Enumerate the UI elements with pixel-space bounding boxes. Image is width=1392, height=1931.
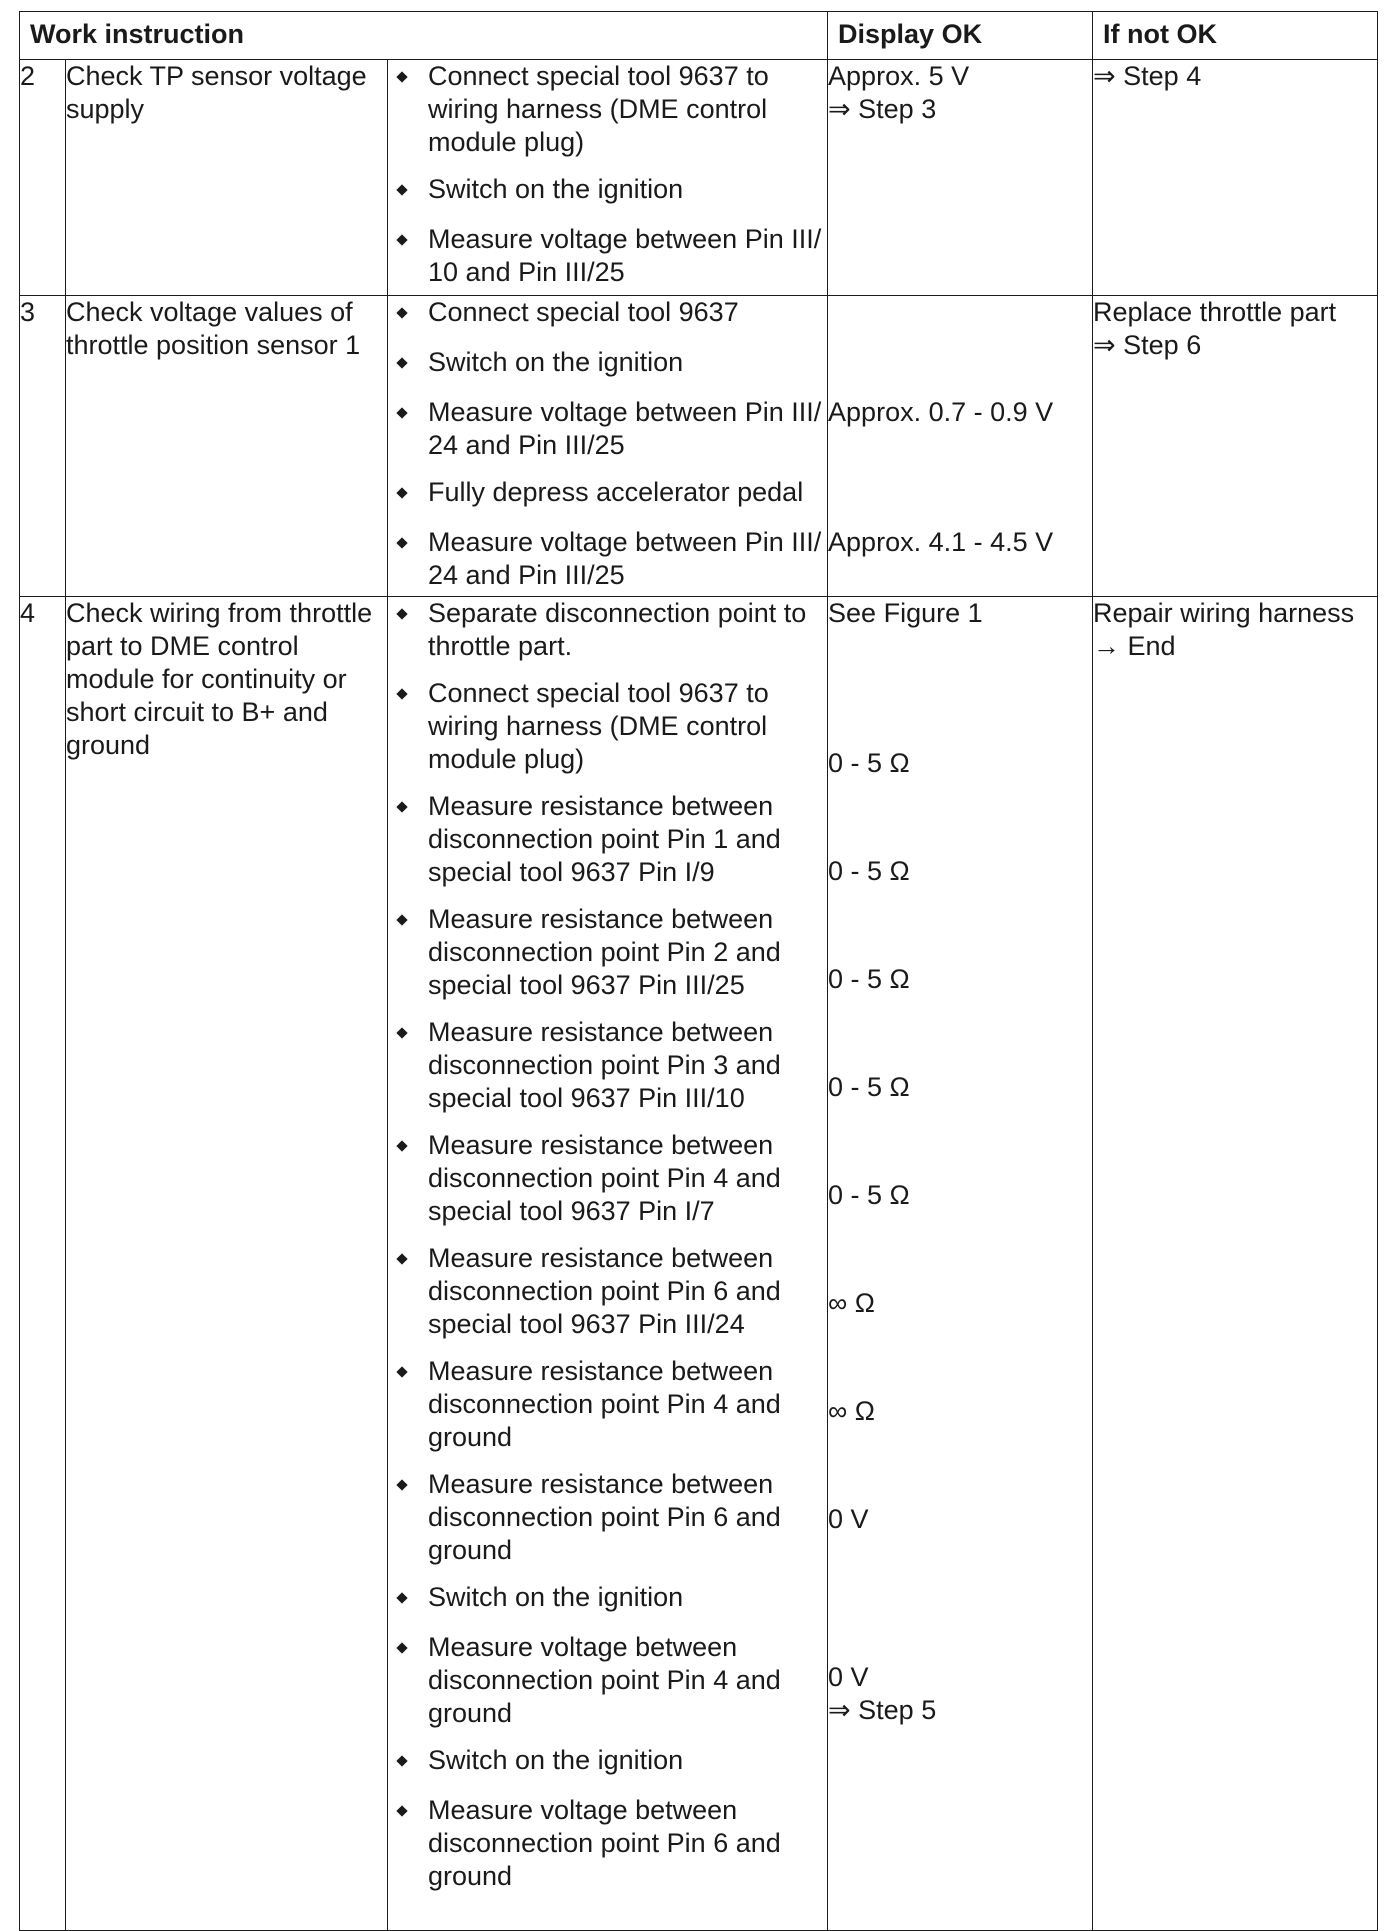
instruction-item [388, 677, 827, 776]
instruction-item [388, 1355, 827, 1454]
diamond-bullet-icon [396, 677, 410, 710]
display-ok-value: Approx. 4.1 - 4.5 V [828, 527, 1054, 557]
instruction-item [388, 1016, 827, 1115]
instruction-text: Connect special tool 9637 to wiring harness (DME control module plug) [428, 678, 769, 774]
instruction-text: Measure resistance between disconnection point Pin 4 and ground [428, 1356, 781, 1452]
instruction-item [388, 1242, 827, 1341]
diamond-bullet-icon [396, 1744, 410, 1777]
diamond-bullet-icon [396, 790, 410, 823]
instruction-text: Measure voltage between disconnection point Pin 6 and ground [428, 1795, 781, 1891]
instruction-item [388, 1744, 827, 1780]
instruction-item [388, 346, 827, 382]
instruction-text: Switch on the ignition [428, 347, 684, 377]
instruction-text: Measure voltage between disconnection point Pin 4 and ground [428, 1632, 781, 1728]
display-ok-value: Approx. 5 V ⇒ Step 3 [828, 61, 970, 124]
display-ok-column [828, 60, 1093, 296]
instruction-item [388, 790, 827, 889]
diamond-bullet-icon [396, 173, 410, 206]
step-number: 2 [20, 60, 66, 296]
instruction-item [388, 903, 827, 1002]
instruction-item [388, 1631, 827, 1730]
table-row [20, 296, 1378, 597]
display-ok-value: 0 V [828, 1504, 869, 1534]
instruction-item [388, 1468, 827, 1567]
diamond-bullet-icon [396, 1581, 410, 1614]
instruction-item [388, 296, 827, 332]
instruction-text: Switch on the ignition [428, 174, 684, 204]
if-not-ok-cell [1093, 597, 1378, 1931]
instruction-text: Connect special tool 9637 to wiring harness (DME control module plug) [428, 61, 769, 157]
display-ok-value [828, 647, 1092, 733]
display-ok-column [828, 597, 1093, 1931]
step-description: Check voltage values of throttle position sensor 1 [66, 296, 388, 597]
instruction-item [388, 597, 827, 663]
display-ok-value: 0 - 5 Ω [828, 1072, 910, 1102]
step-number: 3 [20, 296, 66, 597]
display-ok-value: ∞ Ω [828, 1288, 875, 1318]
diamond-bullet-icon [396, 1129, 410, 1162]
diamond-bullet-icon [396, 1631, 410, 1664]
diamond-bullet-icon [396, 296, 410, 329]
table-header-row [20, 12, 1378, 60]
work-instruction-table [19, 11, 1378, 1931]
instruction-text: Measure resistance between disconnection point Pin 6 and special tool 9637 Pin III/24 [428, 1243, 781, 1339]
diamond-bullet-icon [396, 1794, 410, 1827]
instruction-text: Measure voltage between Pin III/ 10 and Pin III/25 [428, 224, 822, 287]
display-ok-value: 0 - 5 Ω [828, 964, 910, 994]
display-ok-value [828, 190, 1092, 256]
if-not-ok-text: Replace throttle part [1093, 297, 1337, 327]
instruction-text: Measure resistance between disconnection point Pin 2 and special tool 9637 Pin III/25 [428, 904, 781, 1000]
diamond-bullet-icon [396, 476, 410, 509]
diamond-bullet-icon [396, 396, 410, 429]
instruction-text: Measure resistance between disconnection point Pin 6 and ground [428, 1469, 781, 1565]
display-ok-value [828, 1741, 1092, 1835]
table-row [20, 597, 1378, 1931]
display-ok-value: ∞ Ω [828, 1396, 875, 1426]
if-not-ok-cell [1093, 296, 1378, 597]
instruction-text: Measure resistance between disconnection point Pin 3 and special tool 9637 Pin III/10 [428, 1017, 781, 1113]
display-ok-value: 0 - 5 Ω [828, 748, 910, 778]
instruction-text: Measure voltage between Pin III/ 24 and Pin III/25 [428, 397, 822, 460]
diamond-bullet-icon [396, 526, 410, 559]
instruction-item [388, 476, 827, 512]
display-ok-value [828, 346, 1092, 382]
instruction-item [388, 526, 827, 592]
instruction-text: Switch on the ignition [428, 1582, 684, 1612]
instruction-text: Measure resistance between disconnection point Pin 1 and special tool 9637 Pin I/9 [428, 791, 781, 887]
table-body [20, 60, 1378, 1931]
display-ok-value [828, 296, 1092, 332]
table-row [20, 60, 1378, 296]
header-if-not-ok: If not OK [1093, 12, 1378, 60]
display-ok-value: Approx. 0.7 - 0.9 V [828, 397, 1054, 427]
instruction-item [388, 1794, 827, 1893]
diamond-bullet-icon [396, 1355, 410, 1388]
instruction-text: Measure voltage between Pin III/ 24 and Pin III/25 [428, 527, 822, 590]
instruction-item [388, 396, 827, 462]
instruction-item [388, 1129, 827, 1228]
display-ok-value: 0 - 5 Ω [828, 1180, 910, 1210]
diamond-bullet-icon [396, 1242, 410, 1275]
if-not-ok-cell [1093, 60, 1378, 296]
display-ok-value [828, 476, 1092, 512]
if-not-ok-text: → End [1093, 631, 1176, 661]
instruction-item [388, 173, 827, 209]
instruction-text: Separate disconnection point to throttle part. [428, 598, 807, 661]
display-ok-value [828, 140, 1092, 176]
diamond-bullet-icon [396, 60, 410, 93]
instruction-list [388, 296, 828, 597]
header-work-instruction: Work instruction [20, 12, 828, 60]
step-description: Check TP sensor voltage supply [66, 60, 388, 296]
display-ok-column [828, 296, 1093, 597]
diamond-bullet-icon [396, 223, 410, 256]
if-not-ok-text: Repair wiring harness [1093, 598, 1355, 628]
instruction-list [388, 60, 828, 296]
instruction-text: Connect special tool 9637 [428, 297, 739, 327]
diamond-bullet-icon [396, 346, 410, 379]
display-ok-value: See Figure 1 [828, 598, 983, 628]
instruction-list [388, 597, 828, 1931]
instruction-item [388, 223, 827, 289]
step-number: 4 [20, 597, 66, 1931]
diamond-bullet-icon [396, 1468, 410, 1501]
instruction-text: Switch on the ignition [428, 1745, 684, 1775]
instruction-item [388, 60, 827, 159]
display-ok-value [828, 1553, 1092, 1647]
display-ok-value: 0 - 5 Ω [828, 856, 910, 886]
if-not-ok-text: ⇒ Step 4 [1093, 61, 1202, 91]
instruction-text: Measure resistance between disconnection point Pin 4 and special tool 9637 Pin I/7 [428, 1130, 781, 1226]
diamond-bullet-icon [396, 1016, 410, 1049]
diamond-bullet-icon [396, 903, 410, 936]
display-ok-value: 0 V ⇒ Step 5 [828, 1662, 937, 1725]
diamond-bullet-icon [396, 597, 410, 630]
instruction-item [388, 1581, 827, 1617]
instruction-text: Fully depress accelerator pedal [428, 477, 804, 507]
header-display-ok: Display OK [828, 12, 1093, 60]
step-description: Check wiring from throttle part to DME control module for continuity or short circuit to B+ and ground [66, 597, 388, 1931]
if-not-ok-text: ⇒ Step 6 [1093, 330, 1202, 360]
